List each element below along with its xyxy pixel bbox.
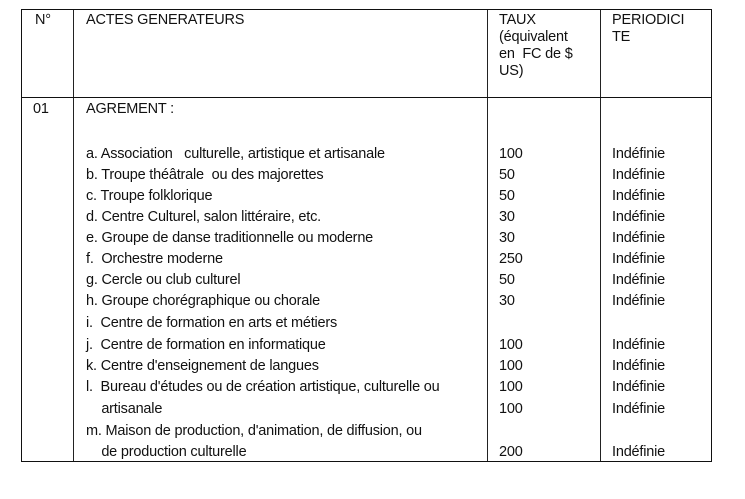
row-label: h. Groupe chorégraphique ou chorale: [86, 293, 321, 309]
row-rate: 250: [499, 251, 523, 267]
column-divider: [73, 10, 74, 461]
header-number: N°: [35, 12, 51, 28]
row-period: Indéfinie: [612, 293, 666, 309]
column-divider: [487, 10, 488, 461]
row-label: g. Cercle ou club culturel: [86, 272, 241, 288]
row-rate: 200: [499, 444, 523, 460]
row-label: d. Centre Culturel, salon littéraire, etc.: [86, 209, 321, 225]
header-rate: [499, 12, 573, 80]
row-label: m. Maison de production, d'animation, de diffusion, ou: [86, 423, 422, 439]
row-period: Indéfinie: [612, 379, 666, 395]
row-period: Indéfinie: [612, 209, 666, 225]
row-rate: 30: [499, 209, 515, 225]
row-period: Indéfinie: [612, 188, 666, 204]
header-rate-line: (équivalent: [499, 29, 568, 45]
row-period: Indéfinie: [612, 358, 666, 374]
row-rate: 100: [499, 379, 523, 395]
header-acts: ACTES GENERATEURS: [86, 12, 245, 28]
row-label: a. Association culturelle, artistique et artisanale: [86, 146, 385, 162]
fee-table: [21, 9, 712, 462]
row-label: l. Bureau d'études ou de création artistique, culturelle ou: [86, 379, 440, 395]
header-period-line: TE: [612, 29, 631, 45]
row-period: Indéfinie: [612, 337, 666, 353]
row-label: i. Centre de formation en arts et métiers: [86, 315, 338, 331]
row-period: Indéfinie: [612, 251, 666, 267]
row-rate: 50: [499, 188, 515, 204]
row-label: j. Centre de formation en informatique: [86, 337, 326, 353]
header-rate-line: US): [499, 63, 524, 79]
row-period: Indéfinie: [612, 272, 666, 288]
row-period: Indéfinie: [612, 401, 666, 417]
row-period: Indéfinie: [612, 146, 666, 162]
row-rate: 50: [499, 272, 515, 288]
row-period: Indéfinie: [612, 230, 666, 246]
row-label: f. Orchestre moderne: [86, 251, 223, 267]
row-rate: 100: [499, 337, 523, 353]
header-rate-line: TAUX: [499, 12, 536, 28]
row-label: e. Groupe de danse traditionnelle ou moderne: [86, 230, 374, 246]
header-divider: [22, 97, 711, 98]
row-label: k. Centre d'enseignement de langues: [86, 358, 319, 374]
section-number: 01: [33, 101, 49, 117]
row-rate: 100: [499, 146, 523, 162]
row-label: de production culturelle: [86, 444, 247, 460]
header-period: [612, 12, 684, 46]
row-period: Indéfinie: [612, 444, 666, 460]
header-period-line: PERIODICI: [612, 12, 685, 28]
row-rate: 100: [499, 358, 523, 374]
row-label: c. Troupe folklorique: [86, 188, 213, 204]
row-rate: 100: [499, 401, 523, 417]
row-rate: 30: [499, 293, 515, 309]
row-label: b. Troupe théâtrale ou des majorettes: [86, 167, 324, 183]
header-rate-line: en FC de $: [499, 46, 573, 62]
row-period: Indéfinie: [612, 167, 666, 183]
section-title: AGREMENT :: [86, 101, 174, 117]
row-rate: 30: [499, 230, 515, 246]
row-rate: 50: [499, 167, 515, 183]
column-divider: [600, 10, 601, 461]
row-label: artisanale: [86, 401, 163, 417]
